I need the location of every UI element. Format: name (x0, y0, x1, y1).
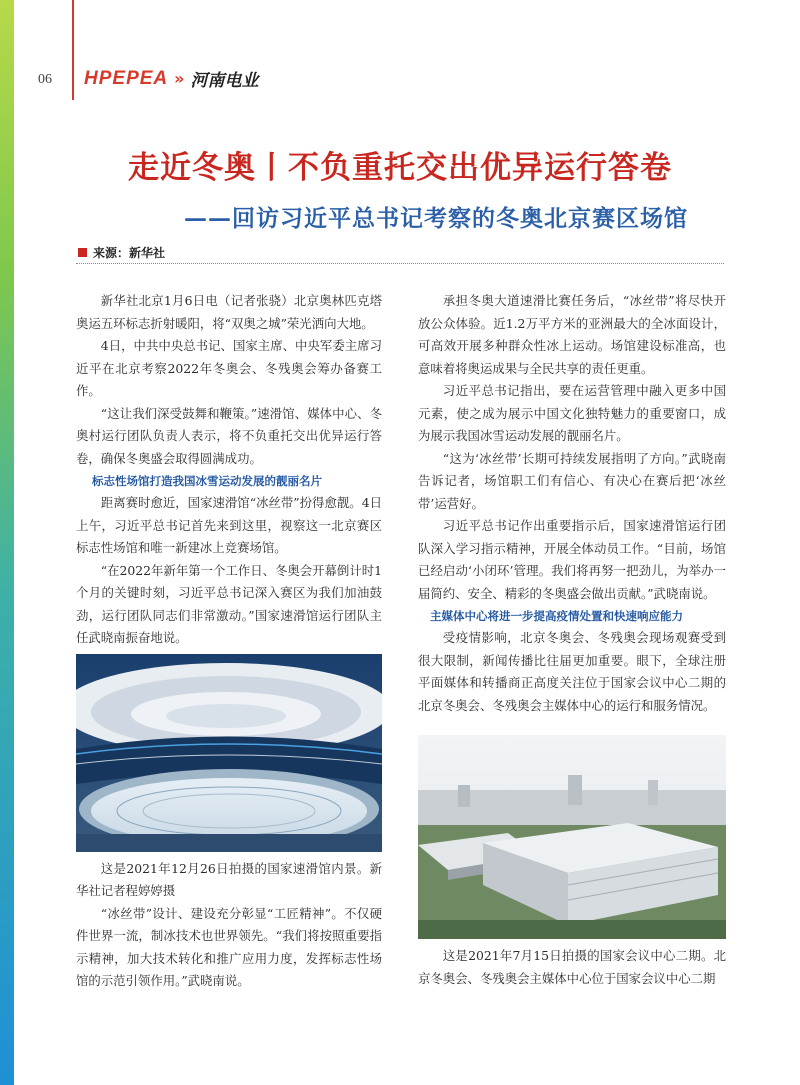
chevron-separator-icon: » (174, 69, 185, 88)
left-column (76, 290, 382, 993)
right-column (418, 290, 726, 990)
photo-caption: 这是2021年12月26日拍摄的国家速滑馆内景。新华社记者程婷婷摄 (76, 860, 382, 898)
paragraph: 承担冬奥大道速滑比赛任务后，“冰丝带”将尽快开放公众体验。近1.2万平方米的亚洲最大的全冰面设计，可高效开展多种群众性冰上运动。场馆建设标准高，也意味着将奥运成果与全民共享的责任更重。 (418, 293, 726, 376)
section-heading: 主媒体中心将进一步提高疫情处置和快速响应能力 (430, 609, 683, 623)
magazine-logo (84, 66, 258, 91)
header-divider (72, 0, 74, 100)
paragraph: 新华社北京1月6日电（记者张骁）北京奥林匹克塔奥运五环标志折射暖阳，将“双奥之城”荣光洒向大地。 (76, 293, 382, 331)
paragraph: “冰丝带”设计、建设充分彰显“工匠精神”。不仅硬件世界一流，制冰技术也世界领先。“我们将按照重要指示精神，加大技术转化和推广应用力度，发挥标志性场馆的示范引领作用。”武晓南说。 (76, 905, 382, 988)
page-number: 06 (38, 72, 52, 87)
paragraph: 距离赛时愈近，国家速滑馆“冰丝带”扮得愈靓。4日上午，习近平总书记首先来到这里，视察这一北京赛区标志性场馆和唯一新建冰上竞赛场馆。 (76, 495, 382, 555)
paragraph: 4日，中共中央总书记、国家主席、中央军委主席习近平在北京考察2022年冬奥会、冬残奥会筹办备赛工作。 (76, 338, 382, 398)
paragraph: “这为‘冰丝带’长期可持续发展指明了方向。”武晓南告诉记者，场馆职工们有信心、有决心在赛后把‘冰丝带’运营好。 (418, 450, 726, 511)
speed-skating-oval-photo (76, 654, 382, 852)
paragraph: “在2022年新年第一个工作日、冬奥会开幕倒计时1个月的关键时刻，习近平总书记深入赛区为我们加油鼓劲，运行团队同志们非常激动。”国家速滑馆运行团队主任武晓南振奋地说。 (76, 562, 382, 645)
paragraph: 习近平总书记指出，要在运营管理中融入更多中国元素，使之成为展示中国文化独特魅力的重要窗口，成为展示我国冰雪运动发展的靓丽名片。 (418, 383, 726, 443)
article-subtitle: ——回访习近平总书记考察的冬奥北京赛区场馆 (184, 205, 688, 232)
red-square-bullet-icon (78, 248, 87, 257)
convention-center-photo (418, 735, 726, 939)
magazine-chinese-name: 河南电业 (190, 71, 259, 91)
article-title: 走近冬奥丨不负重托交出优异运行答卷 (128, 150, 672, 186)
paragraph: 受疫情影响，北京冬奥会、冬残奥会现场观赛受到很大限制，新闻传播比往届更加重要。眼下，全球注册平面媒体和转播商正高度关注位于国家会议中心二期的北京冬奥会、冬残奥会主媒体中心的运行和服务情况。 (418, 630, 726, 713)
section-heading: 标志性场馆打造我国冰雪运动发展的靓丽名片 (92, 474, 322, 488)
magazine-latin-name: HPEPEA (84, 67, 169, 89)
paragraph: “这让我们深受鼓舞和鞭策。”速滑馆、媒体中心、冬奥村运行团队负责人表示，将不负重托交出优异运行答卷，确保冬奥盛会取得圆满成功。 (76, 405, 382, 466)
photo-caption: 这是2021年7月15日拍摄的国家会议中心二期。北京冬奥会、冬残奥会主媒体中心位于国家会议中心二期 (418, 948, 726, 986)
dotted-divider (76, 263, 724, 264)
paragraph: 习近平总书记作出重要指示后，国家速滑馆运行团队深入学习指示精神，开展全体动员工作。“目前，场馆已经启动‘小闭环’管理。我们将再努一把劲儿，为举办一届简约、安全、精彩的冬奥盛会做出贡献。”武晓南说。 (418, 518, 726, 601)
source-text: 来源：新华社 (93, 246, 166, 260)
article-source (78, 244, 165, 261)
